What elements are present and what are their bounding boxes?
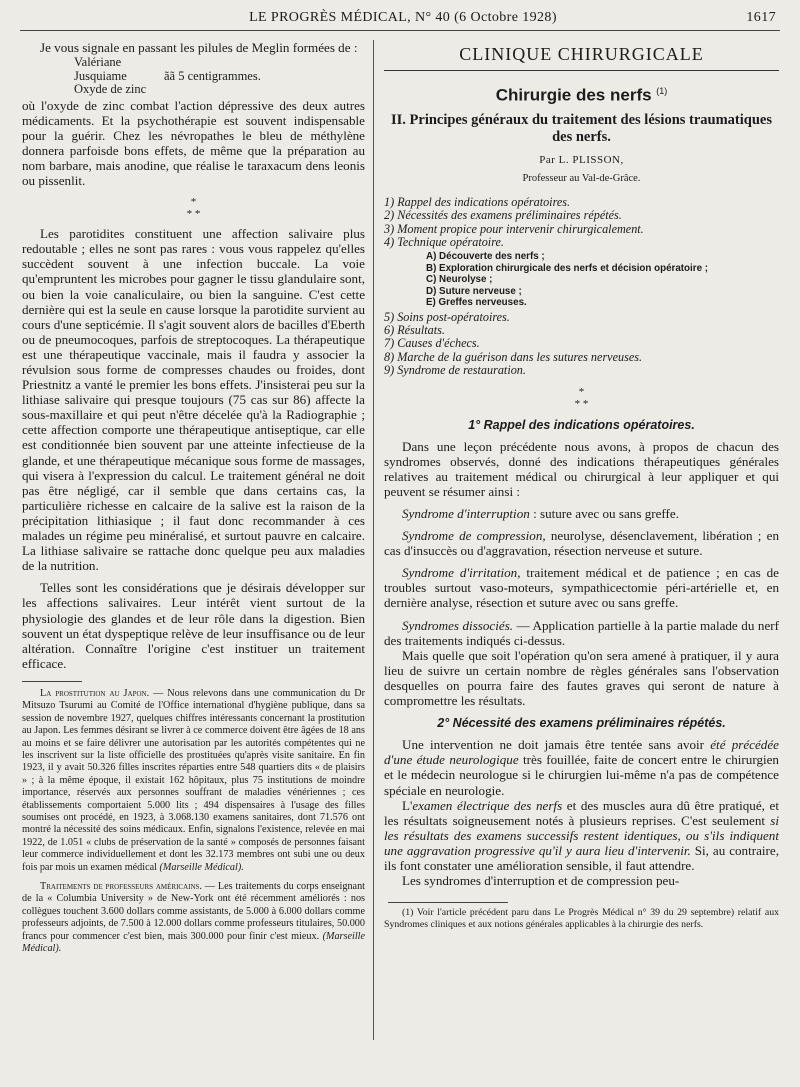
article-title: Chirurgie des nerfs $^{(1)}$ — [495, 85, 668, 105]
left-column — [22, 40, 365, 955]
outline-item: 2) Nécessités des examens préliminaires répétés. — [384, 208, 622, 223]
paragraph: Les syndromes d'interruption et de compression peu- — [402, 873, 680, 889]
syndrome-paragraph: Syndrome d'interruption : suture avec ou sans greffe. — [402, 506, 679, 521]
paragraph: Les parotidites constituent une affection salivaire plus redoutable ; elles ne sont pas rares : vous vous rappelez qu'elles succèdent souvent à une infection buccale. La voie qu'empruntent les microbes pour gagner le tissu glandulaire sont, ou bien la voie canaliculaire, ou bien la sanguine. C'est cette dernière qui est la seule en cause lorsque la parotidite survient au cours d'une septicémie. Il s'agit souvent alors de bacilles d'Eberth ou de pneumocoques, parfois de streptocoques. La thérapeutique est une thérapeutique vaccinale, mais il faudra y associer la révulsion sous forme de compresses chaudes ou froides, dont Priestnitz a vanté le premier les bons effets. J'insisterai peu sur la lithiase salivaire qui presque toujours (75 cas sur 86) affecte la sous-maxillaire et qui peut n'être décelée qu'à la Radiographie ; cette affection comporte une thérapeutique antiseptique, car elle est conditionnée bien souvent par une atteinte infectieuse de la glande, et une thérapeutique mécanique sous forme de massages, qui visera à l'expression du calcul. Le traitement général ne doit pas être négligé, car il semble que dans certains cas, la particulière richesse en calcaire de la salive est la raison de la précipitation lithiasique ; il faut donc recommander à ces malades un régime peu minéralisé, et surtout pauvre en calcaire. La lithiase salivaire se rattache donc quelque peu aux maladies de la nutrition. — [22, 226, 365, 574]
news-item: La prostitution au Japon. — Nous relevons dans une communication du Dr Mitsuzo Tsurumi au Comité de l'Office international d'hygiène publique, dans sa session de novembre 1927, quelques chiffres intéressants concernant la prostitution au Japon. Les femmes désirant se livrer à ce commerce doivent être âgées de 18 ans au moins et se faire délivrer une autorisation par les autorités compétentes qui ne les inscrivent sur la liste officielle des prostituées qu'après visite sanitaire. En fin 1923, il y avait 50.326 filles inscrites réparties entre 548 quartiers dits « de plaisirs » ; à la même époque, il existait 162 hôpitaux, plus 75 institutions de moindre importance, réservés aux personnes souffrant de maladies vénériennes ; ces établissements comportaient 5.000 lits ; 494 dispensaires à l'usage des filles soumises ont procédé, en 1923, à 3.068.130 examens sanitaires, dont 71.576 ont montré la nécessité des soins médicaux. Enfin, signalons l'existence, relevée en mai 1922, de 1.051 « clubs de préservation de la santé » composés de personnes faisant leur commerce individuellement et dont les 32.173 membres ont subi une ou deux fois par mois un examen médical (Marseille Médical). — [22, 687, 366, 873]
outline-subitem: A) Découverte des nerfs ; — [426, 251, 545, 263]
paragraph: Mais quelle que soit l'opération qu'on sera amené à pratiquer, il y aura lieu de suivre un certain nombre de règles générales sans l'observation desquelles on pourra faire des fautes graves qui seront de nature à compromettre les résultats. — [384, 647, 779, 709]
intro-paragraph: Je vous signale en passant les pilules de Meglin formées de : — [40, 40, 358, 55]
paragraph: où l'oxyde de zinc combat l'action dépressive des deux autres médicaments. Et la psychothérapie est souvent indispensable pour la guérir. Chez les névropathes le bleu de méthylène donnera parfoisde bons effets, de même que la préparation au nom barbare, mais anodine, que réalise le taraxacum dens leonis ou pissenlit. — [22, 97, 365, 189]
section-asterism: * * * — [574, 385, 589, 410]
journal-title: LE PROGRÈS MÉDICAL, N° 40 (6 Octobre 1928) — [249, 10, 557, 25]
paragraph: L'examen électrique des nerfs et des muscles aura dû être pratiqué, et les résultats soigneusement notés à plusieurs reprises. C'est seulement si les résultats des examens successifs restent identiques, ou s'ils indiquent une aggravation progressive qu'il y aura lieu d'intervenir. Si, au contraire, ils font constater une amélioration sensible, il faut attendre. — [384, 797, 779, 873]
outline-item: 8) Marche de la guérison dans les sutures nerveuses. — [384, 349, 643, 364]
medicine-list — [74, 56, 365, 97]
medicine-item: Valériane — [74, 55, 122, 70]
running-header — [20, 8, 780, 31]
footnote-rule — [388, 902, 508, 903]
separator-rule — [22, 681, 82, 682]
outline-subitem: D) Suture nerveuse ; — [426, 285, 522, 297]
news-item: Traitements de professeurs américains. — Les traitements du corps enseignant de la « Columbia University » de New-York ont été récemment améliorés : nos collègues touchent 3.600 dollars comme assistants, de 5.000 à 6.000 dollars comme professeurs adjoints, de 7.500 à 12.000 dollars comme professeurs titulaires, 50.000 francs pour commencer c'est bien, mais 300.000 pour finir c'est mieux. (Marseille Médical). — [22, 880, 365, 954]
section-asterism: * * * — [186, 196, 201, 221]
footnote-ref: (1) — [656, 86, 668, 96]
outline-item: 6) Résultats. — [384, 322, 445, 337]
paragraph: Une intervention ne doit jamais être tentée sans avoir été précédée d'une étude neurologique très fouillée, faite de concert entre le chirurgien et le médecin neurologue si le chirurgien lui-même n'a pas de compétence spéciale en neurologie. — [384, 737, 779, 798]
affiliation: Professeur au Val-de-Grâce. — [522, 172, 641, 184]
outline-item: 7) Causes d'échecs. — [384, 336, 480, 351]
outline-item: 4) Technique opératoire. — [384, 235, 504, 250]
article-subtitle: II. Principes généraux du traitement des lésions traumatiques des nerfs. — [390, 111, 772, 145]
paragraph: Telles sont les considérations que je désirais développer sur les affections salivaires. Leur intérêt vient surtout de la physiologie des glandes et de leur rôle dans la digestion. Bien souvent un état dyspeptique relève de leur insuffisance ou de leur altération. Connaître l'origine c'est instituer un traitement efficace. — [22, 580, 365, 671]
medicine-item: Oxyde de zinc — [74, 82, 147, 97]
outline-item: 1) Rappel des indications opératoires. — [384, 194, 571, 209]
outline-sublist — [426, 251, 779, 308]
outline-item: 5) Soins post-opératoires. — [384, 309, 510, 324]
footnote: (1) Voir l'article précédent paru dans Le Progrès Médical n° 39 du 29 septembre) relatif aux Syndromes cliniques et aux notions générales applicables à la chirurgie des nerfs. — [384, 907, 779, 930]
section-heading: CLINIQUE CHIRURGICALE — [384, 44, 779, 71]
outline-item: 9) Syndrome de restauration. — [384, 363, 526, 378]
section-title: 2° Nécessité des examens préliminaires répétés. — [437, 716, 726, 731]
syndrome-paragraph: Syndrome d'irritation, traitement médical et de patience ; en cas de troubles surtout vaso-moteurs, sympathicectomie péri-artérielle et, en dernière analyse, résection et suture avec ou sans greffe. — [384, 565, 779, 611]
author: Par L. PLISSON, — [539, 153, 624, 166]
syndrome-paragraph: Syndromes dissociés. — Application partielle à la partie malade du nerf des traitements indiqués ci-dessus. — [384, 617, 779, 648]
article-outline — [384, 196, 779, 378]
page-number: 1617 — [746, 10, 776, 25]
outline-subitem: C) Neurolyse ; — [426, 274, 493, 286]
column-divider — [373, 40, 374, 1040]
outline-item: 3) Moment propice pour intervenir chirurgicalement. — [384, 221, 644, 236]
medicine-item: Jusquiame ãã 5 centigrammes. — [74, 68, 261, 83]
syndrome-paragraph: Syndrome de compression, neurolyse, désenclavement, libération ; en cas d'insuccès ou d'aggravation, résection nerveuse et suture. — [384, 528, 779, 559]
section-title: 1° Rappel des indications opératoires. — [468, 417, 695, 432]
paragraph: Dans une leçon précédente nous avons, à propos de chacun des syndromes observés, donné des indications thérapeutiques générales relatives au traitement médical ou chirurgical à leur appliquer et qui peuvent se résumer ainsi : — [384, 438, 779, 499]
outline-subitem: E) Greffes nerveuses. — [426, 297, 527, 309]
outline-subitem: B) Exploration chirurgicale des nerfs et décision opératoire ; — [426, 262, 709, 274]
right-column — [384, 40, 779, 930]
